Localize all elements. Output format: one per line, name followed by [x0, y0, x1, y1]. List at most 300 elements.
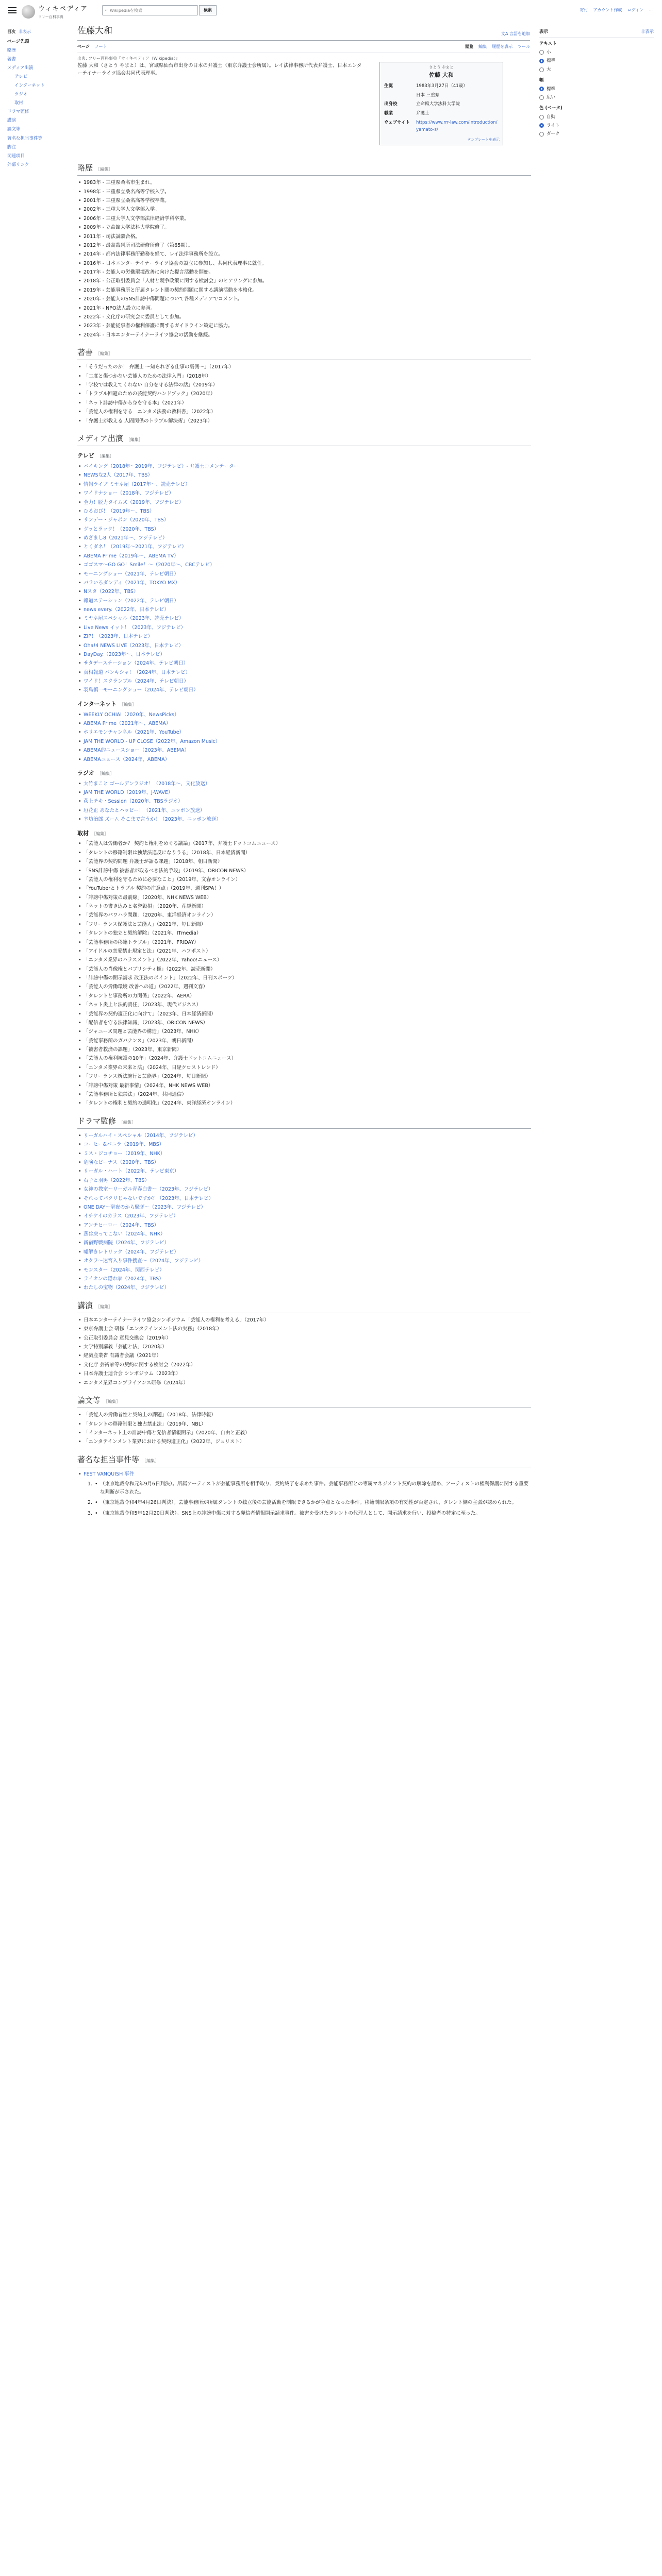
tv-item — [77, 659, 531, 667]
history-item-text: 2019年 - 芸能事務所と所属タレント間の契約問題に関する講演活動を本格化。 — [84, 287, 258, 293]
tv-item — [77, 543, 531, 551]
book-item — [77, 399, 531, 407]
interview-item — [77, 876, 531, 884]
radio-item-text[interactable]: JAM THE WORLD（2019年、J-WAVE） — [84, 790, 173, 796]
interview-item-text: 「芸能界のパワハラ問題」（2020年、東洋経済オンライン） — [84, 912, 216, 919]
history-item-text: 2001年 - 三重県立桑名高等学校卒業。 — [84, 198, 170, 204]
lecture-item — [77, 1361, 531, 1369]
history-item — [77, 260, 366, 267]
drama-item-text[interactable]: リーガルハイ・スペシャル（2014年、フジテレビ） — [84, 1132, 198, 1139]
tv-item-text[interactable]: とくダネ！（2019年～2021年、フジテレビ） — [84, 544, 187, 550]
drama-item-text[interactable]: リーガル・ハート（2022年、テレビ東京） — [84, 1168, 179, 1175]
history-item — [77, 250, 366, 258]
radio-item-text[interactable]: 大竹まこと ゴールデンラジオ！（2018年～、文化放送） — [84, 781, 210, 787]
interview-item — [77, 1055, 531, 1062]
radio-item — [77, 789, 531, 796]
radio-item-text[interactable]: 辛坊治郎 ズーム そこまで言うか！（2023年、ニッポン放送） — [84, 817, 221, 823]
tv-item-text[interactable]: モーニングショー（2021年、テレビ朝日） — [84, 571, 179, 577]
color-auto[interactable]: 自動 — [539, 114, 654, 121]
book-item-text: 「そうだったのか！ 弁護士 ～知られざる仕事の裏側～」（2017年） — [84, 364, 234, 370]
tab-talk[interactable]: ノート — [94, 44, 107, 49]
drama-item-text[interactable]: アンチヒーロー（2024年、TBS） — [84, 1222, 159, 1228]
tv-item-text[interactable]: 全力！脱力タイムズ（2019年、フジテレビ） — [84, 499, 184, 505]
tv-item — [77, 471, 531, 479]
history-item — [77, 215, 366, 223]
interview-item-text: 「芸能人の肖像権とパブリシティ権」（2022年、読売新聞） — [84, 966, 216, 972]
width-wide[interactable]: 広い — [539, 94, 654, 101]
site-header — [0, 0, 662, 23]
lecture-item-text: エンタメ業界コンプライアンス研修（2024年） — [84, 1380, 189, 1386]
drama-item — [77, 1239, 531, 1247]
tab-tools[interactable]: ツール — [518, 44, 530, 49]
infobox — [379, 62, 503, 145]
toc-item[interactable]: 論文等 — [7, 127, 21, 132]
infobox-value[interactable]: https://www.rrr-law.com/introduction/yamato-s/ — [416, 120, 498, 132]
radio-item-text[interactable]: 垣花正 あなたとハッピー！（2021年、ニッポン放送） — [84, 807, 205, 814]
interview-item — [77, 1037, 531, 1045]
page-title: 佐藤大和 — [77, 26, 112, 36]
tv-item-text[interactable]: DayDay.（2023年～、日本テレビ） — [84, 651, 166, 657]
edit-link[interactable]: ［編集］ — [96, 1304, 113, 1309]
section-drama: ドラマ監修 ［編集］ — [77, 1115, 531, 1129]
lecture-item — [77, 1343, 531, 1351]
text-size-large[interactable]: 大 — [539, 66, 654, 73]
subsection-radio: ラジオ ［編集］ — [77, 769, 114, 776]
interview-item — [77, 903, 531, 910]
internet-item — [77, 756, 531, 764]
tv-list — [77, 463, 531, 694]
interview-item — [77, 867, 531, 875]
tv-item-text[interactable]: ABEMA Prime（2019年～、ABEMA TV） — [84, 553, 179, 559]
book-item — [77, 363, 531, 371]
section-history: 略歴 ［編集］ — [77, 162, 531, 176]
interview-item — [77, 858, 531, 866]
drama-item — [77, 1222, 531, 1229]
tv-item-text[interactable]: 羽鳥慎一モーニングショー（2024年、テレビ朝日） — [84, 687, 198, 693]
history-item — [77, 242, 366, 249]
radio-list — [77, 780, 531, 824]
logo-tagline: フリー百科事典 — [38, 14, 63, 19]
interview-item — [77, 1064, 531, 1072]
radio-item — [77, 780, 531, 788]
tab-edit[interactable]: 編集 — [478, 44, 487, 49]
internet-item-text[interactable]: ABEMAニュース（2024年、ABEMA） — [84, 756, 170, 762]
add-language-button[interactable]: 文A 言語を追加 — [501, 31, 530, 36]
interview-item — [77, 840, 531, 848]
drama-item — [77, 1167, 531, 1175]
history-item — [77, 331, 366, 339]
book-item — [77, 417, 531, 425]
internet-item-text[interactable]: WEEKLY OCHIAI（2020年、NewsPicks） — [84, 711, 179, 718]
tv-item-text[interactable]: ひるおび！（2019年～、TBS） — [84, 508, 155, 514]
interview-item — [77, 885, 531, 892]
history-item-text: 2018年 - 公正取引委員会「人材と競争政策に関する検討会」のヒアリングに参加。 — [84, 278, 268, 284]
interview-item — [77, 992, 531, 1000]
drama-item — [77, 1159, 531, 1166]
history-item-text: 2006年 - 三重大学人文学部法律経済学科卒業。 — [84, 215, 189, 222]
drama-list — [77, 1132, 531, 1292]
lecture-list — [77, 1316, 531, 1387]
infobox-template-link[interactable]: テンプレートを表示 — [467, 137, 500, 142]
toc-heading: 目次 — [7, 29, 15, 34]
toc-item[interactable]: 著書 — [7, 57, 16, 62]
drama-item — [77, 1230, 531, 1238]
case-sublist — [84, 1480, 531, 1517]
tv-item-text[interactable]: Nスタ（2022年、TBS） — [84, 589, 139, 595]
color-light[interactable]: ライト — [539, 123, 654, 129]
radio-item — [77, 798, 531, 805]
tv-item-text[interactable]: ZIP！（2023年、日本テレビ） — [84, 634, 153, 640]
section-media: メディア出演 ［編集］ — [77, 432, 531, 446]
paper-item-text: 「タレントの移籍制限と独占禁止法」（2019年、NBL） — [84, 1421, 206, 1427]
tv-item — [77, 526, 531, 533]
interview-item-text: 「フリーランス新法施行と芸能界」（2024年、毎日新聞） — [84, 1074, 211, 1080]
toc-item[interactable]: ページ先頭 — [7, 39, 29, 44]
history-item — [77, 233, 366, 241]
edit-link[interactable]: ［編集］ — [92, 831, 108, 836]
drama-item-text[interactable]: ライオンの隠れ家（2024年、TBS） — [84, 1276, 164, 1282]
toc-item[interactable]: 関連項目 — [7, 153, 25, 159]
toc-item[interactable]: 外部リンク — [7, 162, 29, 167]
appearance-heading: 表示 — [539, 29, 549, 35]
tv-item-text[interactable]: Oha!4 NEWS LIVE（2023年、日本テレビ） — [84, 642, 184, 649]
history-item-text: 2012年 - 最高裁判所司法研修所修了（第65期）。 — [84, 242, 193, 248]
edit-link[interactable]: ［編集］ — [120, 702, 137, 707]
lecture-item-text: 文化庁 芸術家等の契約に関する検討会（2022年） — [84, 1362, 196, 1368]
interview-item-text: 「芸能界の契約適正化に向けて」（2023年、日本経済新聞） — [84, 1011, 216, 1017]
internet-list — [77, 711, 531, 764]
lead-paragraph: 佐藤 大和（さとう やまと）は、宮城県仙台市出身の日本の弁護士（東京弁護士会所属）。レイ法律事務所代表弁護士、日本エンターテイナーライツ協会共同代表理事。 — [77, 63, 362, 77]
toc-item[interactable]: ラジオ — [14, 92, 28, 97]
tv-item — [77, 463, 531, 470]
history-item — [77, 206, 366, 213]
interview-item-text: 「芸能界の契約問題 弁護士が語る課題」（2018年、朝日新聞） — [84, 859, 223, 865]
login-link[interactable]: ログイン — [627, 8, 643, 12]
tv-item-text[interactable]: news every.（2022年、日本テレビ） — [84, 607, 169, 613]
interview-item — [77, 1099, 531, 1107]
drama-item-text[interactable]: コーヒー&バニラ（2019年、MBS） — [84, 1142, 164, 1148]
interview-item — [77, 1010, 531, 1018]
color-label: 色 (ベータ) — [539, 106, 562, 111]
lecture-item-text: 東京弁護士会 研修「エンタテインメント法の実務」（2018年） — [84, 1326, 222, 1332]
lecture-item — [77, 1352, 531, 1360]
interview-item-text: 「芸能人の権利擁護の10年」（2024年、弁護士ドットコムニュース） — [84, 1056, 237, 1062]
interview-item — [77, 965, 531, 973]
lecture-item-text: 公正取引委員会 意見交換会（2019年） — [84, 1335, 171, 1341]
tv-item-text[interactable]: めざまし8（2021年～、フジテレビ） — [84, 535, 168, 541]
interview-item-text: 「誹謗中傷の開示請求 改正法のポイント」（2022年、日刊スポーツ） — [84, 975, 237, 981]
search-icon: ⌕ — [105, 7, 108, 13]
toc-item[interactable]: 略歴 — [7, 48, 16, 54]
edit-link[interactable]: ［編集］ — [96, 167, 113, 172]
edit-link[interactable]: ［編集］ — [142, 1458, 159, 1463]
paper-item — [77, 1429, 531, 1437]
history-item-text: 1983年 - 三重県桑名市生まれ。 — [84, 180, 155, 186]
drama-item — [77, 1177, 531, 1184]
tab-read[interactable]: 閲覧 — [465, 44, 474, 49]
interview-item — [77, 1019, 531, 1027]
book-list — [77, 363, 531, 425]
width-label: 幅 — [539, 77, 544, 83]
edit-link[interactable]: ［編集］ — [126, 437, 143, 442]
tv-item — [77, 633, 531, 640]
lecture-item — [77, 1379, 531, 1387]
edit-link[interactable]: ［編集］ — [104, 1399, 121, 1404]
tv-item — [77, 677, 531, 685]
toc-item[interactable]: 著名な担当事件等 — [7, 135, 43, 141]
book-item-text: 「二度と傷つかない芸能人のための法律入門」（2018年） — [84, 373, 211, 379]
drama-item-text[interactable]: わたしの宝物（2024年、フジテレビ） — [84, 1285, 170, 1291]
book-item — [77, 408, 531, 416]
tv-item-text[interactable]: サタデーステーション（2024年、テレビ朝日） — [84, 660, 188, 667]
history-item — [77, 179, 366, 187]
interview-item-text: 「被害者救済の課題」（2023年、東京新聞） — [84, 1047, 182, 1053]
subsection-tv: テレビ ［編集］ — [77, 452, 114, 460]
drama-item-text[interactable]: 危険なビーナス（2020年、TBS） — [84, 1160, 159, 1166]
tv-item-text[interactable]: 報道ステーション（2022年、テレビ朝日） — [84, 598, 179, 604]
paper-list — [77, 1411, 531, 1446]
create-account-link[interactable]: アカウント作成 — [593, 8, 622, 12]
history-item-text: 2014年 - 都内法律事務所勤務を経て、レイ法律事務所を設立。 — [84, 251, 223, 258]
drama-item-text[interactable]: 石子と羽男（2022年、TBS） — [84, 1177, 150, 1183]
interview-item-text: 「アイドルの恋愛禁止規定と法」（2021年、ハフポスト） — [84, 948, 211, 954]
edit-link[interactable]: ［編集］ — [97, 771, 114, 776]
book-item-text: 「学校では教えてくれない 自分を守る法律の話」（2019年） — [84, 382, 218, 388]
title-area — [77, 25, 530, 62]
paper-item — [77, 1411, 531, 1419]
tv-item — [77, 624, 531, 632]
drama-item — [77, 1248, 531, 1256]
source-line: 出典: フリー百科事典『ウィキペディア（Wikipedia）』 — [77, 56, 180, 61]
interview-item-text: 「タレントの権利と契約の透明化」（2024年、東洋経済オンライン） — [84, 1100, 236, 1107]
tv-item-text[interactable]: 真相報道 バンキシャ！（2024年、日本テレビ） — [84, 669, 191, 675]
toc-item[interactable]: 講演 — [7, 118, 16, 124]
color-dark[interactable]: ダーク — [539, 131, 654, 138]
radio-item — [77, 807, 531, 815]
main-menu-icon[interactable] — [8, 7, 16, 14]
toc-item[interactable]: ドラマ監修 — [7, 109, 29, 115]
drama-item-text[interactable]: 女神の教室～リーガル青春白書～（2023年、フジテレビ） — [84, 1187, 213, 1193]
width-standard[interactable]: 標準 — [539, 86, 654, 93]
drama-item — [77, 1266, 531, 1274]
infobox-key: 出身校 — [384, 101, 398, 107]
internet-item-text[interactable]: ABEMA Prime（2021年～、ABEMA） — [84, 721, 171, 727]
tv-item — [77, 579, 531, 587]
drama-item-text[interactable]: モンスター（2024年、関西テレビ） — [84, 1267, 164, 1273]
tv-item-text[interactable]: バイキング（2018年～2019年、フジテレビ）- 弁護士コメンテーター — [84, 464, 239, 470]
infobox-furigana: さとう やまと — [429, 65, 454, 70]
infobox-key: ウェブサイト — [384, 120, 410, 126]
interview-item-text: 「誹謗中傷対策 最新事情」（2024年、NHK NEWS WEB） — [84, 1082, 213, 1089]
internet-item-text[interactable]: ABEMA的ニュースショー（2023年、ABEMA） — [84, 748, 189, 754]
drama-item-text[interactable]: 燕は戻ってこない（2024年、NHK） — [84, 1231, 166, 1238]
lecture-item — [77, 1316, 531, 1324]
interview-item-text: 「誹謗中傷対策の最前線」（2020年、NHK NEWS WEB） — [84, 894, 212, 901]
history-item-text: 2009年 - 立命館大学法科大学院修了。 — [84, 225, 170, 231]
tv-item — [77, 499, 531, 506]
tv-item — [77, 606, 531, 614]
drama-item-text[interactable]: イチケイのカラス（2023年、フジテレビ） — [84, 1213, 178, 1219]
history-item-text: 2022年 - 文化庁の研究会に委員として参加。 — [84, 314, 185, 320]
page-tabs — [77, 44, 530, 53]
tv-item-text[interactable]: ワイドナショー（2018年、フジテレビ） — [84, 490, 174, 497]
table-of-contents — [7, 29, 68, 171]
drama-item-text[interactable]: 嘘解きレトリック（2024年、フジテレビ） — [84, 1249, 179, 1255]
lecture-item-text: 日本エンターテイナーライツ協会シンポジウム「芸能人の権利を考える」（2017年） — [84, 1317, 269, 1323]
text-size-standard[interactable]: 標準 — [539, 58, 654, 64]
toc-hide-button[interactable]: 非表示 — [19, 29, 31, 34]
internet-item — [77, 747, 531, 754]
history-item-text: 2023年 - 芸能従事者の権利保護に関するガイドライン策定に協力。 — [84, 323, 233, 329]
paper-item — [77, 1420, 531, 1428]
tv-item-text[interactable]: NEWSな2人（2017年、TBS） — [84, 472, 153, 479]
infobox-value: 1983年3月27日（41歳） — [416, 83, 468, 89]
wikipedia-globe-icon — [22, 5, 35, 19]
drama-item-text[interactable]: ONE DAY～聖夜のから騒ぎ～（2023年、フジテレビ） — [84, 1204, 206, 1210]
history-item-text: 2024年 - 日本エンターテイナーライツ協会の活動を継続。 — [84, 332, 213, 338]
tv-item — [77, 669, 531, 676]
edit-link[interactable]: ［編集］ — [119, 1120, 136, 1125]
history-item-text: 2016年 - 日本エンターテイナーライツ協会の設立に参加し、共同代表理事に就任。 — [84, 260, 267, 266]
drama-item-text[interactable]: それってパクリじゃないですか？（2023年、日本テレビ） — [84, 1195, 213, 1201]
interview-item-text: 「芸能人の権利を守るために必要なこと」（2019年、文春オンライン） — [84, 876, 241, 883]
infobox-row — [383, 118, 500, 135]
toc-item[interactable]: 取材 — [14, 100, 24, 106]
interview-item-text: 「SNS誹謗中傷 被害者が取るべき法的手段」（2019年、ORICON NEWS） — [84, 868, 249, 874]
tv-item — [77, 651, 531, 658]
interview-item — [77, 1082, 531, 1090]
search-button[interactable]: 検索 — [199, 5, 217, 15]
internet-item — [77, 711, 531, 719]
drama-item-text[interactable]: オクラ～迷宮入り事件捜査～（2024年、フジテレビ） — [84, 1258, 204, 1264]
history-item — [77, 295, 366, 303]
tv-item-text[interactable]: ゴゴスマ～GO GO！Smile！～（2020年～、CBCテレビ） — [84, 562, 215, 568]
interview-item-text: 「ジャニーズ問題と芸能界の構造」（2023年、NHK） — [84, 1029, 202, 1035]
infobox-row — [383, 100, 500, 109]
interview-item — [77, 947, 531, 955]
interview-item — [77, 1001, 531, 1009]
tv-item-text[interactable]: ワイド！スクランブル（2024年、テレビ朝日） — [84, 679, 189, 685]
case-list — [77, 1470, 531, 1517]
infobox-table — [383, 82, 500, 135]
history-item — [77, 188, 366, 196]
donate-link[interactable]: 寄付 — [580, 8, 588, 12]
search-input[interactable] — [110, 8, 187, 13]
tv-item-text[interactable]: バラいろダンディ（2021年、TOKYO MX） — [84, 580, 180, 586]
interview-item — [77, 983, 531, 991]
history-item-text: 1998年 - 三重県立桑名高等学校入学。 — [84, 189, 170, 195]
history-item — [77, 224, 366, 231]
section-books: 著書 ［編集］ — [77, 346, 531, 360]
tv-item — [77, 686, 531, 694]
book-item-text: 「芸能人の権利を守る エンタメ法務の教科書」（2022年） — [84, 409, 216, 415]
drama-item — [77, 1185, 531, 1193]
interview-item-text: 「エンタメ業界の未来と法」（2024年、日経クロストレンド） — [84, 1064, 221, 1071]
interview-item — [77, 1073, 531, 1080]
history-item — [77, 197, 366, 205]
tv-item-text[interactable]: 情報ライブ ミヤネ屋（2017年～、読売テレビ） — [84, 481, 190, 487]
interview-item-text: 「YouTuberとトラブル 契約の注意点」（2019年、週刊SPA！） — [84, 886, 224, 892]
search-box — [102, 5, 198, 15]
interview-item-text: 「ネット炎上と法的責任」（2023年、現代ビジネス） — [84, 1002, 202, 1008]
toc-item[interactable]: メディア出演 — [7, 65, 34, 71]
case-item — [77, 1470, 531, 1517]
drama-item-text[interactable]: 新宿野戦病院（2024年、フジテレビ） — [84, 1240, 170, 1246]
tv-item — [77, 552, 531, 560]
article-content — [77, 62, 531, 1520]
tv-item — [77, 561, 531, 569]
book-item — [77, 381, 531, 389]
lecture-item — [77, 1370, 531, 1378]
user-links — [580, 7, 653, 13]
history-item-text: 2020年 - 芸能人のSNS誹謗中傷問題について各種メディアでコメント。 — [84, 296, 242, 302]
interview-list — [77, 840, 531, 1107]
case-link[interactable]: FEST VANQUISH 事件 — [84, 1471, 135, 1478]
history-item-text: 2011年 - 司法試験合格。 — [84, 233, 140, 240]
drama-item — [77, 1195, 531, 1202]
interview-item — [77, 1046, 531, 1054]
lecture-item-text: 大学特別講義「芸能と法」（2020年） — [84, 1344, 167, 1350]
internet-item-text[interactable]: ホリエモンチャンネル（2021年、YouTube） — [84, 730, 185, 736]
lecture-item — [77, 1334, 531, 1342]
tv-item-text[interactable]: グッとラック！（2020年、TBS） — [84, 526, 159, 532]
interview-item-text: 「芸能事務所のガバナンス」（2023年、朝日新聞） — [84, 1038, 196, 1044]
toc-item[interactable]: テレビ — [14, 74, 28, 80]
drama-item — [77, 1284, 531, 1292]
tv-item-text[interactable]: Live News イット！（2023年、フジテレビ） — [84, 624, 186, 631]
interview-item — [77, 911, 531, 919]
site-logo[interactable] — [22, 4, 88, 20]
toc-item[interactable]: 脚注 — [7, 144, 16, 150]
history-item-text: 2021年 - NPO法人設立に参画。 — [84, 305, 156, 311]
tv-item — [77, 570, 531, 578]
paper-item-text: 「エンタテインメント業界における契約適正化」（2022年、ジュリスト） — [84, 1439, 245, 1445]
history-item — [77, 286, 366, 294]
radio-item-text[interactable]: 荻上チキ・Session（2020年、TBSラジオ） — [84, 799, 183, 805]
history-item — [77, 313, 366, 321]
interview-item-text: 「ネットの書き込みと名誉毀損」（2020年、産経新聞） — [84, 904, 206, 910]
interview-item-text: 「芸能人は労働者か？ 契約と権利をめぐる議論」（2017年、弁護士ドットコムニュース） — [84, 841, 281, 847]
tv-item-text[interactable]: ミヤネ屋スペシャル（2023年、読売テレビ） — [84, 616, 184, 622]
toc-item[interactable]: インターネット — [14, 83, 45, 89]
subsection-internet: インターネット ［編集］ — [77, 700, 137, 707]
tab-page[interactable]: ページ — [77, 44, 90, 49]
text-size-small[interactable]: 小 — [539, 49, 654, 56]
interview-item-text: 「タレントと事務所の力関係」（2022年、AERA） — [84, 993, 195, 999]
tv-item — [77, 481, 531, 488]
internet-item-text[interactable]: JAM THE WORLD - UP CLOSE（2022年、Amazon Music） — [84, 738, 221, 744]
case-detail: • 3. （東京地裁令和5年12月20日判決）。SNS上の誹謗中傷に対する発信者情報開示請求事件。被害を受けたタレントの代理人として、開示請求を行い、投稿者の特定に至った。 — [94, 1510, 531, 1517]
more-options-icon[interactable]: ⋯ — [649, 8, 653, 12]
edit-link[interactable]: ［編集］ — [97, 454, 114, 459]
text-size-label: テキスト — [539, 41, 557, 46]
tab-history[interactable]: 履歴を表示 — [492, 44, 513, 49]
appearance-panel — [539, 29, 654, 140]
interview-item — [77, 849, 531, 857]
internet-item — [77, 738, 531, 745]
infobox-key: 生誕 — [384, 83, 393, 89]
interview-item-text: 「芸能人の労働環境 改善への道」（2022年、週刊文春） — [84, 984, 208, 990]
drama-item-text[interactable]: ミス・ジコチョー（2019年、NHK） — [84, 1150, 166, 1157]
appearance-hide-button[interactable]: 非表示 — [640, 29, 654, 35]
internet-item — [77, 728, 531, 736]
section-papers: 論文等 ［編集］ — [77, 1394, 531, 1408]
book-item-text: 「弁護士が教える 人間関係のトラブル解決術」（2023年） — [84, 418, 213, 424]
interview-item — [77, 956, 531, 964]
tv-item-text[interactable]: サンデー・ジャポン（2020年、TBS） — [84, 517, 169, 523]
edit-link[interactable]: ［編集］ — [96, 351, 113, 357]
section-lectures: 講演 ［編集］ — [77, 1299, 531, 1313]
